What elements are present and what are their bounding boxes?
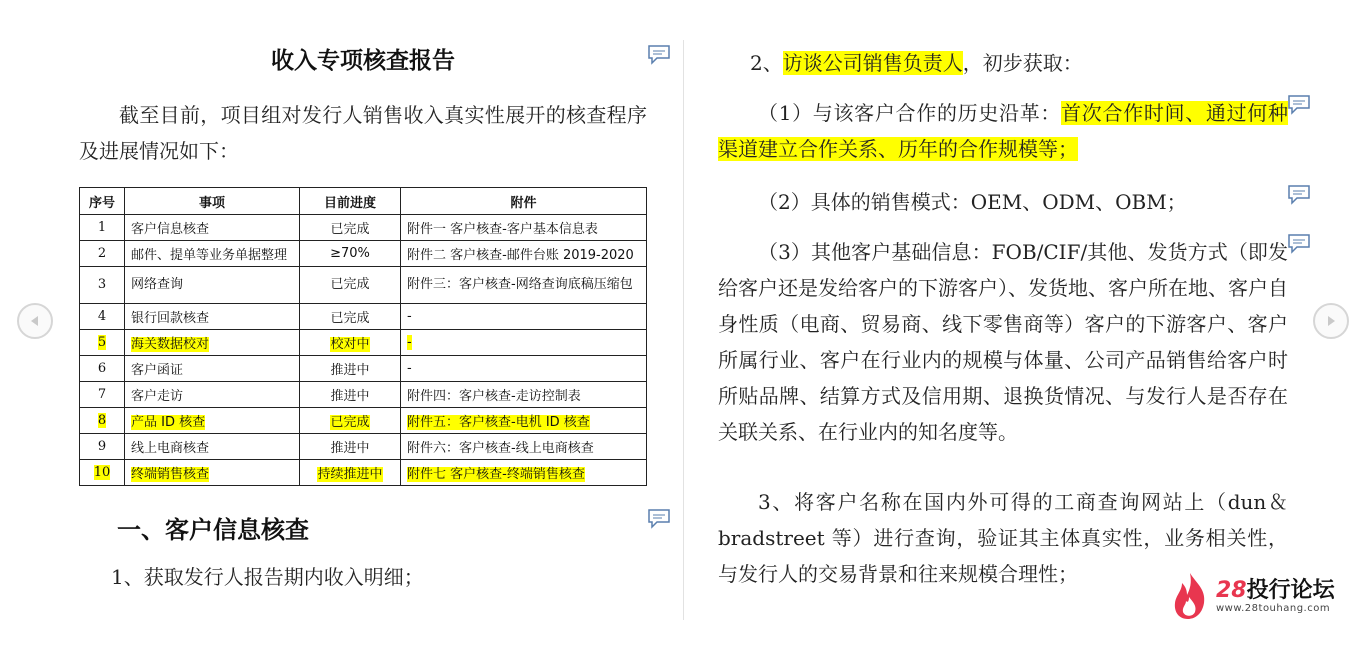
row-attachment: 附件二 客户核查-邮件台账 2019-2020	[401, 241, 647, 267]
row-no: 4	[80, 304, 125, 330]
history-highlight: 首次合作时间、通过何种渠道建立合作关系、历年的合作规模等；	[718, 101, 1289, 161]
paragraph-history	[718, 95, 1288, 167]
header-item: 事项	[125, 188, 300, 215]
header-no: 序号	[80, 188, 125, 215]
row-no: 5	[80, 330, 125, 356]
section-heading: 一、客户信息核查	[117, 516, 309, 544]
table-row	[80, 460, 647, 486]
table-row	[80, 408, 647, 434]
table-row	[80, 356, 647, 382]
row-no: 10	[80, 460, 125, 486]
interview-highlight: 访谈公司销售负责人	[782, 51, 963, 75]
interview-prefix: 2、	[750, 51, 783, 75]
row-attachment: 附件一 客户核查-客户基本信息表	[401, 215, 647, 241]
history-prefix: （1）与该客户合作的历史沿革：	[758, 101, 1062, 125]
chevron-right-icon	[1323, 313, 1339, 329]
row-attachment: -	[401, 330, 647, 356]
paragraph-customer-info: （3）其他客户基础信息：FOB/CIF/其他、发货方式（即发给客户还是发给客户的下游客户）、发货地、客户所在地、客户自身性质（电商、贸易商、线下零售商等）客户的下游客户、客户所属行业、客户在行业内的规模与体量、公司产品销售给客户时所贴品牌、结算方式及信用期、退换货情况、与发行人是否存在关联关系、在行业内的知名度等。	[718, 240, 1288, 444]
table-row	[80, 382, 647, 408]
forum-watermark-logo	[1170, 568, 1350, 624]
paragraph-sales-model: （2）具体的销售模式：OEM、ODM、OBM；	[758, 190, 1187, 214]
logo-url: www.28touhang.com	[1216, 602, 1331, 614]
table-row	[80, 267, 647, 304]
logo-name: 28投行论坛	[1216, 577, 1335, 603]
chevron-left-icon	[27, 313, 43, 329]
row-progress: 已完成	[300, 408, 401, 434]
row-item: 邮件、提单等业务单据整理	[125, 241, 300, 267]
row-progress: 已完成	[300, 304, 401, 330]
row-no: 7	[80, 382, 125, 408]
row-attachment: 附件三：客户核查-网络查询底稿压缩包	[401, 267, 647, 304]
row-no: 8	[80, 408, 125, 434]
table-row	[80, 330, 647, 356]
row-no: 6	[80, 356, 125, 382]
row-progress: 校对中	[300, 330, 401, 356]
previous-page-button[interactable]	[17, 303, 53, 339]
row-progress: 持续推进中	[300, 460, 401, 486]
row-item: 终端销售核查	[125, 460, 300, 486]
checklist-table	[79, 187, 647, 486]
row-progress: 推进中	[300, 356, 401, 382]
row-attachment: -	[401, 304, 647, 330]
logo-text	[1216, 579, 1335, 614]
row-progress: 推进中	[300, 382, 401, 408]
comment-bubble-icon[interactable]	[1287, 94, 1311, 116]
right-page	[684, 0, 1366, 645]
row-attachment: 附件七 客户核查-终端销售核查	[401, 460, 647, 486]
row-progress: ≥70%	[300, 241, 401, 267]
row-no: 9	[80, 434, 125, 460]
flame-logo-icon	[1170, 571, 1210, 621]
row-item: 客户走访	[125, 382, 300, 408]
row-attachment: -	[401, 356, 647, 382]
paragraph-interview	[750, 45, 1322, 81]
row-attachment: 附件六：客户核查-线上电商核查	[401, 434, 647, 460]
paragraph-query: 3、将客户名称在国内外可得的工商查询网站上（dun＆bradstreet 等）进行查询，验证其主体真实性，业务相关性，与发行人的交易背景和往来规模合理性；	[718, 490, 1288, 586]
row-item: 海关数据校对	[125, 330, 300, 356]
comment-bubble-icon[interactable]	[647, 44, 671, 66]
next-page-button[interactable]	[1313, 303, 1349, 339]
row-no: 1	[80, 215, 125, 241]
header-attachment: 附件	[401, 188, 647, 215]
table-row	[80, 304, 647, 330]
row-attachment: 附件四：客户核查-走访控制表	[401, 382, 647, 408]
header-progress: 目前进度	[300, 188, 401, 215]
row-item: 客户信息核查	[125, 215, 300, 241]
document-title: 收入专项核查报告	[271, 48, 455, 74]
comment-bubble-icon[interactable]	[647, 508, 671, 530]
row-item: 银行回款核查	[125, 304, 300, 330]
row-no: 2	[80, 241, 125, 267]
row-attachment: 附件五：客户核查-电机 ID 核查	[401, 408, 647, 434]
row-item: 产品 ID 核查	[125, 408, 300, 434]
table-header-row	[80, 188, 647, 215]
row-item: 网络查询	[125, 267, 300, 304]
interview-suffix: ，初步获取：	[962, 51, 1083, 75]
comment-bubble-icon[interactable]	[1287, 184, 1311, 206]
row-item: 线上电商核查	[125, 434, 300, 460]
table-row	[80, 215, 647, 241]
intro-paragraph: 截至目前，项目组对发行人销售收入真实性展开的核查程序及进展情况如下：	[79, 103, 647, 163]
row-no: 3	[80, 267, 125, 304]
row-item: 客户函证	[125, 356, 300, 382]
row-progress: 已完成	[300, 215, 401, 241]
table-row	[80, 241, 647, 267]
comment-bubble-icon[interactable]	[1287, 233, 1311, 255]
table-row	[80, 434, 647, 460]
row-progress: 推进中	[300, 434, 401, 460]
row-progress: 已完成	[300, 267, 401, 304]
item-paragraph: 1、获取发行人报告期内收入明细；	[111, 565, 424, 589]
